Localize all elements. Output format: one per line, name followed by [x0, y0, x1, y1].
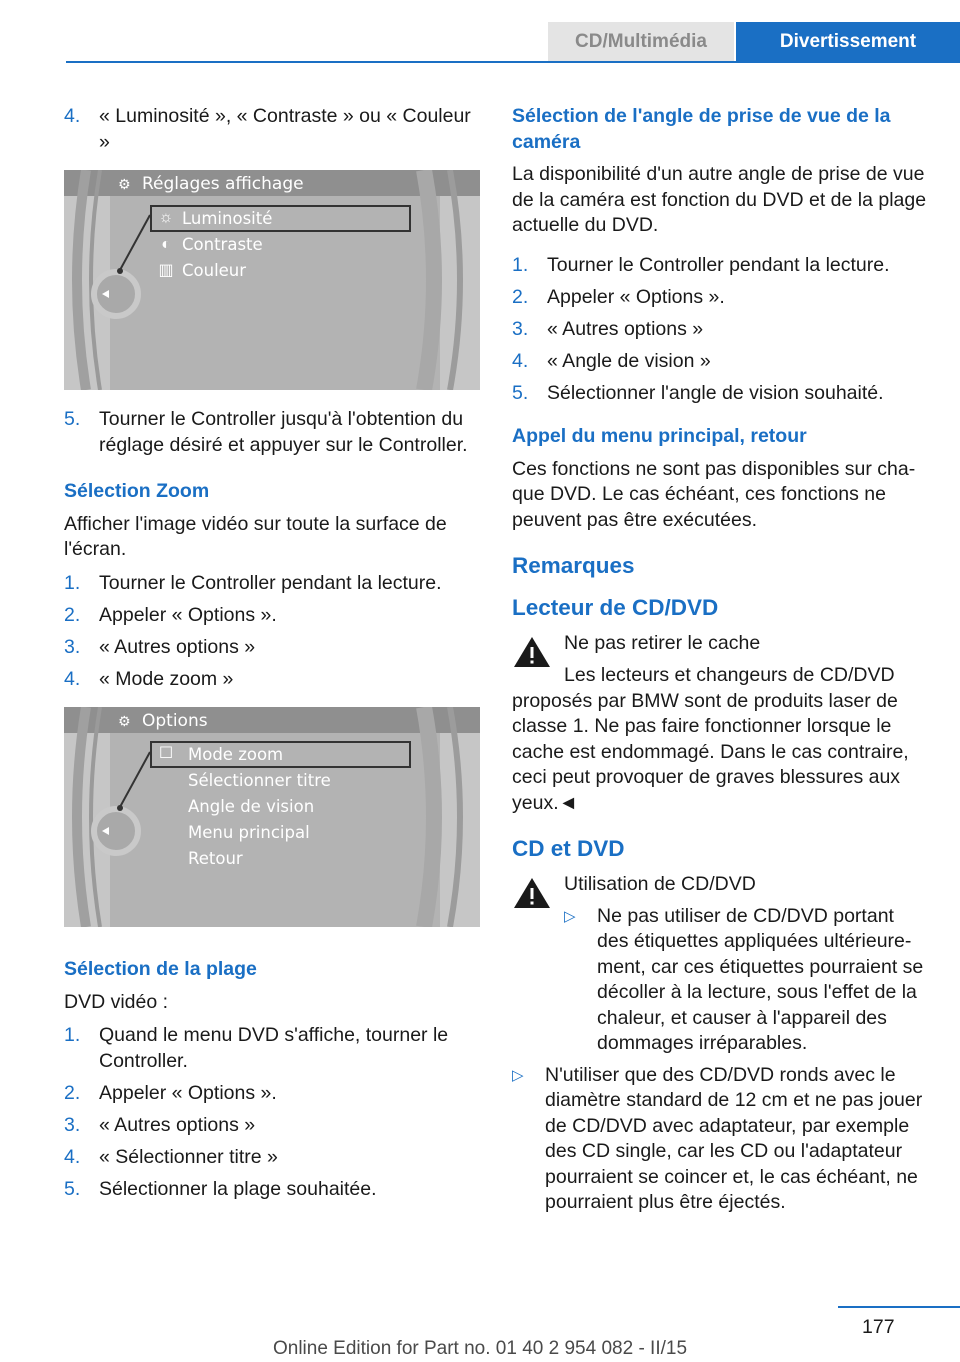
options-screenshot — [64, 707, 480, 927]
warning-block — [512, 872, 930, 1063]
step-item: 4. « Luminosité », « Contraste » ou « Couleur » — [64, 105, 471, 153]
page-number-rule — [838, 1306, 960, 1308]
triangle-bullet-icon: ▷ — [512, 1066, 524, 1084]
section-heading: Sélection Zoom — [64, 480, 210, 502]
step-item: 3. « Autres options » — [64, 635, 256, 658]
menu-item-contrast[interactable]: Contraste — [182, 235, 263, 254]
brightness-icon: ☼ — [158, 209, 174, 226]
heading-remarks: Remarques — [512, 553, 635, 578]
header-section-tab: CD/Multimédia — [548, 22, 734, 62]
step-item: 1. Quand le menu DVD s'affiche, tourner le Controller. — [64, 1024, 449, 1072]
triangle-bullet-icon: ▷ — [564, 907, 576, 925]
right-column — [512, 104, 930, 1222]
step-item: 5. Sélectionner la plage souhaitée. — [64, 1177, 377, 1200]
svg-text:⚙: ⚙ — [118, 714, 131, 730]
page-number: 177 — [862, 1316, 895, 1338]
warning-heading: Ne pas retirer le cache — [564, 632, 761, 654]
warning-text: Les lecteurs et changeurs de CD/DVD proposés par BMW sont de produits laser de classe 1. Ne pas faire fonctionner lorsque le cache est endommagé. Dans le cas contraire, ceci peut provoquer de graves blessures aux yeux.◄ — [512, 664, 909, 814]
section-heading: Appel du menu principal, retour — [512, 425, 807, 447]
header-chapter-tab: Divertissement — [736, 22, 960, 62]
menu-item-main-menu[interactable]: Menu principal — [188, 823, 310, 842]
step-item: 2. Appeler « Options ». — [512, 285, 725, 308]
menu-item-brightness[interactable]: Luminosité — [182, 209, 273, 228]
section-heading: Sélection de la plage — [64, 958, 257, 980]
color-icon: ▥ — [158, 262, 174, 279]
screen-background-graphic — [64, 170, 480, 390]
bullet-item: ▷ N'utiliser que des CD/DVD ronds avec le diamètre standard de 12 cm et ne pas jouer de CD/DVD avec adaptateur, par exemple des CD single, car les CD ou l'adaptateur pourraient se coincer et, le cas échéant, ne pourraient plus être éjectés. — [512, 1063, 930, 1216]
menu-title: Réglages affichage — [142, 174, 304, 194]
step-item: 1. Tourner le Controller pendant la lecture. — [512, 253, 890, 276]
step-item: 4. « Sélectionner titre » — [64, 1145, 278, 1168]
warning-icon — [512, 876, 552, 910]
step-item: 3. « Autres options » — [64, 1113, 256, 1136]
heading-cd-dvd-player: Lecteur de CD/DVD — [512, 595, 719, 620]
menu-item-zoom[interactable]: Mode zoom — [188, 745, 284, 764]
footer-edition: Online Edition for Part no. 01 40 2 954 082 - II/15 — [272, 1338, 688, 1359]
menu-item-back[interactable]: Retour — [188, 849, 243, 868]
paragraph: Afficher l'image vidéo sur toute la surface de l'écran. — [64, 512, 447, 560]
checkbox-icon: ☐ — [158, 745, 174, 762]
menu-title: Options — [142, 711, 208, 731]
header-rule — [66, 61, 960, 63]
step-item: 2. Appeler « Options ». — [64, 603, 277, 626]
left-column — [64, 104, 484, 1209]
menu-item-select-title[interactable]: Sélectionner titre — [188, 771, 331, 790]
contrast-icon: ◐ — [161, 236, 171, 253]
section-heading: Sélection de l'angle de prise de vue de la caméra — [512, 105, 891, 153]
step-item: 5. Tourner le Controller jusqu'à l'obtention du réglage désiré et appuyer sur le Controller. — [64, 408, 468, 456]
step-item: 2. Appeler « Options ». — [64, 1081, 277, 1104]
step-item: 1. Tourner le Controller pendant la lecture. — [64, 571, 442, 594]
menu-item-angle[interactable]: Angle de vision — [188, 797, 315, 816]
bullet-item: ▷ Ne pas utiliser de CD/DVD portant des étiquettes appliquées ultérieure-ment, car ces étiquettes pourraient se décoller à la lecture, sous l'effet de la chaleur, et causer à l'appareil des dommages irréparables. — [564, 904, 930, 1057]
paragraph: Ces fonctions ne sont pas disponibles sur cha-que DVD. Le cas échéant, ces fonctions ne peuvent pas être exécutées. — [512, 457, 916, 531]
step-item: 4. « Angle de vision » — [512, 349, 711, 372]
step-item: 3. « Autres options » — [512, 317, 704, 340]
warning-content — [564, 872, 930, 1063]
display-settings-screenshot — [64, 170, 480, 390]
step-item: 4. « Mode zoom » — [64, 667, 234, 690]
svg-text:⚙: ⚙ — [118, 177, 131, 193]
paragraph: La disponibilité d'un autre angle de prise de vue de la caméra est fonction du DVD et de la plage actuelle du DVD. — [512, 163, 927, 236]
warning-heading: Utilisation de CD/DVD — [564, 873, 756, 895]
menu-item-color[interactable]: Couleur — [182, 261, 247, 280]
heading-cd-and-dvd: CD et DVD — [512, 836, 625, 861]
warning-icon — [512, 635, 552, 669]
step-item: 5. Sélectionner l'angle de vision souhaité. — [512, 381, 884, 404]
paragraph: DVD vidéo : — [64, 990, 169, 1013]
